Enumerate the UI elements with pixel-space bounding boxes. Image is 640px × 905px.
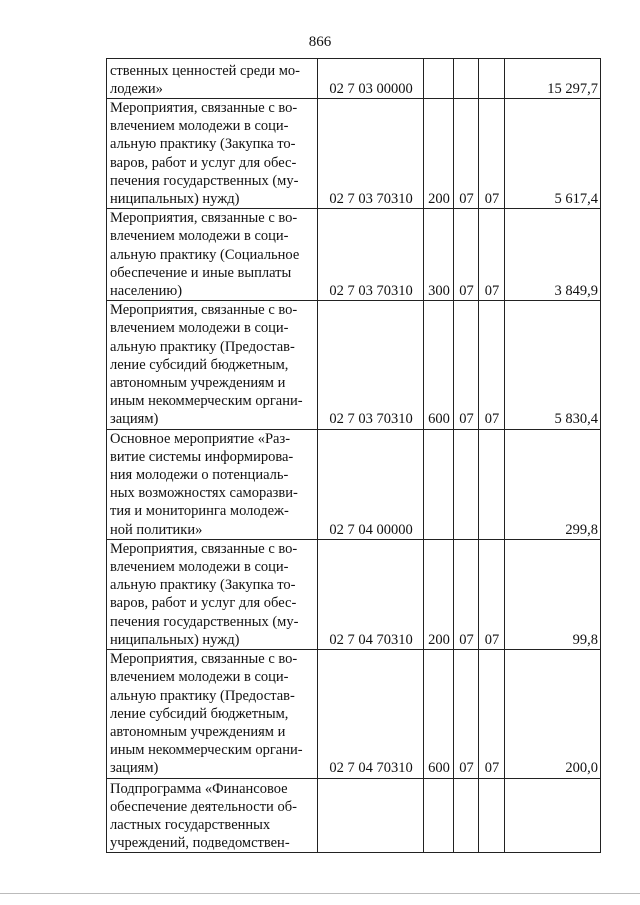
- row-code-cell: 02 7 04 70310: [318, 650, 424, 778]
- row-sum-cell: 15 297,7: [505, 59, 601, 99]
- row-pr-cell: 07: [479, 539, 505, 649]
- row-rz-cell: 07: [454, 539, 479, 649]
- row-vr-cell: 600: [424, 301, 454, 429]
- table-row: [107, 429, 601, 539]
- row-vr-cell: 600: [424, 650, 454, 778]
- row-vr-cell: [424, 778, 454, 853]
- table-row: [107, 539, 601, 649]
- row-name-cell: ственных ценностей среди мо- лодежи»: [107, 59, 318, 99]
- row-name-cell: Мероприятия, связанные с во- влечением молодежи в соци- альную практику (Предостав- ление субсидий бюджетным, автономным учреждениям и иным некоммерческим органи- зациям): [107, 650, 318, 778]
- row-code-cell: 02 7 04 00000: [318, 429, 424, 539]
- scan-bottom-edge: [0, 893, 640, 894]
- table-row: [107, 778, 601, 853]
- row-rz-cell: 07: [454, 301, 479, 429]
- row-code-cell: 02 7 03 70310: [318, 301, 424, 429]
- row-rz-cell: [454, 778, 479, 853]
- row-name-cell: Основное мероприятие «Раз- витие системы информирова- ния молодежи о потенциаль- ных возможностях саморазви- тия и мониторинга молодеж- ной политики»: [107, 429, 318, 539]
- row-sum-cell: 5 830,4: [505, 301, 601, 429]
- row-pr-cell: [479, 778, 505, 853]
- row-sum-cell: 299,8: [505, 429, 601, 539]
- row-rz-cell: [454, 59, 479, 99]
- row-vr-cell: [424, 429, 454, 539]
- row-pr-cell: 07: [479, 99, 505, 209]
- table-row: [107, 99, 601, 209]
- row-name-cell: Мероприятия, связанные с во- влечением молодежи в соци- альную практику (Закупка то- варов, работ и услуг для обес- печения государственных (му- ниципальных) нужд): [107, 99, 318, 209]
- row-sum-cell: [505, 778, 601, 853]
- table-row: [107, 59, 601, 99]
- row-name-cell: Мероприятия, связанные с во- влечением молодежи в соци- альную практику (Социальное обеспечение и иные выплаты населению): [107, 209, 318, 301]
- row-name-cell: Мероприятия, связанные с во- влечением молодежи в соци- альную практику (Закупка то- варов, работ и услуг для обес- печения государственных (му- ниципальных) нужд): [107, 539, 318, 649]
- row-vr-cell: 200: [424, 539, 454, 649]
- row-code-cell: 02 7 04 70310: [318, 539, 424, 649]
- row-rz-cell: 07: [454, 99, 479, 209]
- budget-table-body: [107, 59, 601, 853]
- row-sum-cell: 3 849,9: [505, 209, 601, 301]
- row-sum-cell: 200,0: [505, 650, 601, 778]
- row-code-cell: 02 7 03 00000: [318, 59, 424, 99]
- row-sum-cell: 99,8: [505, 539, 601, 649]
- row-rz-cell: 07: [454, 650, 479, 778]
- row-pr-cell: 07: [479, 209, 505, 301]
- row-rz-cell: 07: [454, 209, 479, 301]
- budget-table: [106, 58, 601, 853]
- row-name-cell: Подпрограмма «Финансовое обеспечение деятельности об- ластных государственных учреждений, подведомствен-: [107, 778, 318, 853]
- page-number: 866: [308, 34, 332, 50]
- row-vr-cell: 300: [424, 209, 454, 301]
- row-pr-cell: 07: [479, 301, 505, 429]
- row-rz-cell: [454, 429, 479, 539]
- table-row: [107, 209, 601, 301]
- row-pr-cell: [479, 429, 505, 539]
- row-vr-cell: [424, 59, 454, 99]
- row-code-cell: [318, 778, 424, 853]
- row-sum-cell: 5 617,4: [505, 99, 601, 209]
- table-row: [107, 301, 601, 429]
- row-pr-cell: 07: [479, 650, 505, 778]
- row-code-cell: 02 7 03 70310: [318, 209, 424, 301]
- row-name-cell: Мероприятия, связанные с во- влечением молодежи в соци- альную практику (Предостав- ление субсидий бюджетным, автономным учреждениям и иным некоммерческим органи- зациям): [107, 301, 318, 429]
- table-row: [107, 650, 601, 778]
- row-code-cell: 02 7 03 70310: [318, 99, 424, 209]
- row-pr-cell: [479, 59, 505, 99]
- row-vr-cell: 200: [424, 99, 454, 209]
